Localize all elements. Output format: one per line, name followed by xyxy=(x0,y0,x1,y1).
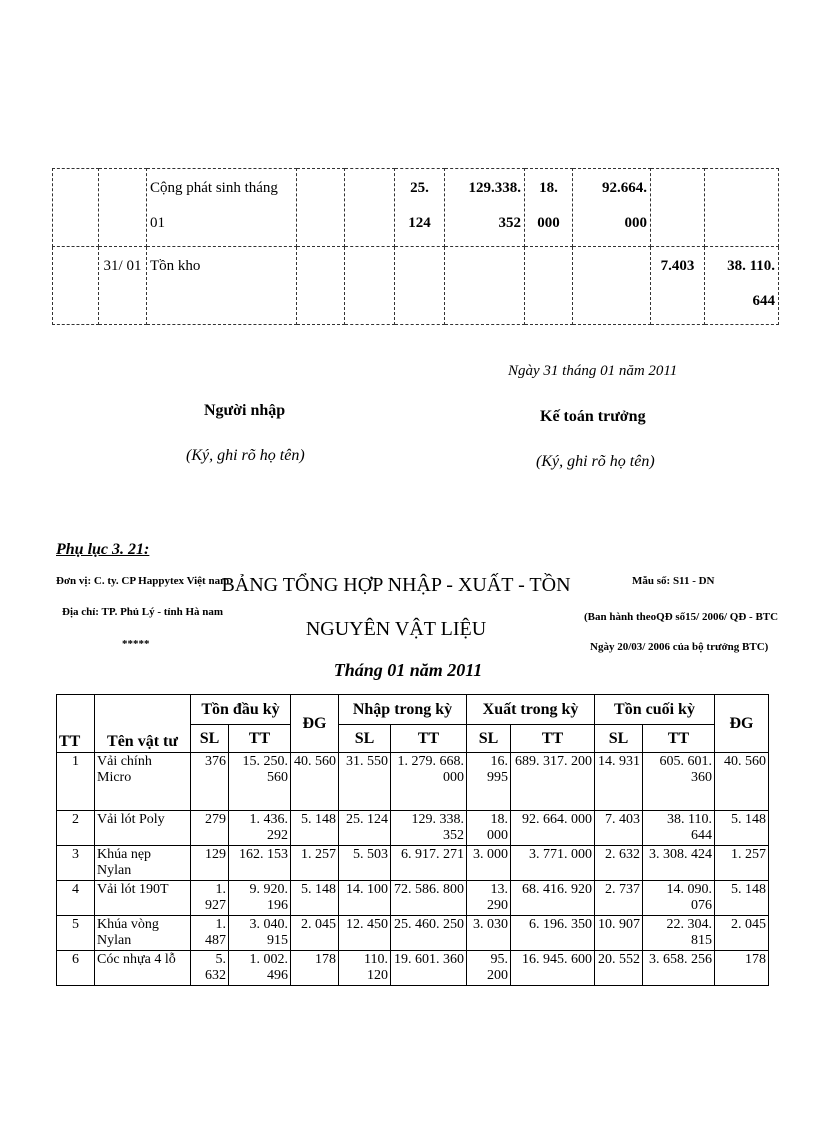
header-qty: SL xyxy=(595,725,643,753)
import-qty: 5. 503 xyxy=(339,846,391,881)
import-qty: 12. 450 xyxy=(339,916,391,951)
closing-amount: 3. 308. 424 xyxy=(643,846,715,881)
ledger-import-qty: 25. 124 xyxy=(395,169,445,247)
report-period: Tháng 01 năm 2011 xyxy=(333,660,483,680)
export-qty: 3. 000 xyxy=(467,846,511,881)
import-amount: 19. 601. 360 xyxy=(391,951,467,986)
header-unit-price: ĐG xyxy=(715,695,769,753)
signature-date: Ngày 31 tháng 01 năm 2011 xyxy=(508,363,678,379)
unit-price: 1. 257 xyxy=(291,846,339,881)
export-qty: 3. 030 xyxy=(467,916,511,951)
stars-separator: ***** xyxy=(122,638,150,650)
export-qty: 95. 200 xyxy=(467,951,511,986)
ledger-date: 31/ 01 xyxy=(99,247,147,325)
header-amount: TT xyxy=(391,725,467,753)
ledger-cell xyxy=(345,169,395,247)
ledger-cell xyxy=(53,247,99,325)
ledger-stock-amount xyxy=(705,169,779,247)
form-regulation-note: (Ban hành theoQĐ số15/ 2006/ QĐ - BTC xyxy=(584,611,779,623)
header-tt: TT xyxy=(57,695,95,753)
unit-price: 178 xyxy=(715,951,769,986)
row-number: 3 xyxy=(57,846,95,881)
form-number: Mẫu số: S11 - DN xyxy=(632,575,715,587)
header-amount: TT xyxy=(229,725,291,753)
opening-qty: 129 xyxy=(191,846,229,881)
form-regulation-date: Ngày 20/03/ 2006 của bộ trưởng BTC) xyxy=(590,641,769,653)
header-qty: SL xyxy=(191,725,229,753)
header-export: Xuất trong kỳ xyxy=(467,695,595,725)
opening-amount: 1. 002. 496 xyxy=(229,951,291,986)
opening-amount: 9. 920. 196 xyxy=(229,881,291,916)
ledger-export-qty: 18. 000 xyxy=(525,169,573,247)
ledger-description: Tồn kho xyxy=(147,247,297,325)
opening-qty: 376 xyxy=(191,753,229,811)
export-qty: 18. 000 xyxy=(467,811,511,846)
opening-qty: 1. 487 xyxy=(191,916,229,951)
import-amount: 129. 338. 352 xyxy=(391,811,467,846)
ledger-cell xyxy=(345,247,395,325)
unit-price: 1. 257 xyxy=(715,846,769,881)
closing-amount: 38. 110. 644 xyxy=(643,811,715,846)
unit-price: 5. 148 xyxy=(715,881,769,916)
unit-price: 40. 560 xyxy=(715,753,769,811)
header-opening-stock: Tồn đầu kỳ xyxy=(191,695,291,725)
unit-price: 178 xyxy=(291,951,339,986)
ledger-row-total xyxy=(53,169,779,247)
export-qty: 13. 290 xyxy=(467,881,511,916)
unit-price: 5. 148 xyxy=(291,881,339,916)
import-amount: 25. 460. 250 xyxy=(391,916,467,951)
table-row xyxy=(57,753,769,811)
unit-price: 5. 148 xyxy=(291,811,339,846)
closing-amount: 14. 090. 076 xyxy=(643,881,715,916)
appendix-label: Phụ lục 3. 21: xyxy=(56,541,150,558)
header-amount: TT xyxy=(511,725,595,753)
chief-accountant-signature-note: (Ký, ghi rõ họ tên) xyxy=(536,453,655,470)
company-address: Địa chỉ: TP. Phủ Lý - tỉnh Hà nam xyxy=(62,606,224,618)
export-amount: 16. 945. 600 xyxy=(511,951,595,986)
import-qty: 110. 120 xyxy=(339,951,391,986)
company-unit: Đơn vị: C. ty. CP Happytex Việt nam xyxy=(56,575,230,587)
closing-qty: 10. 907 xyxy=(595,916,643,951)
closing-qty: 14. 931 xyxy=(595,753,643,811)
ledger-cell xyxy=(53,169,99,247)
import-amount: 1. 279. 668. 000 xyxy=(391,753,467,811)
opening-amount: 15. 250. 560 xyxy=(229,753,291,811)
ledger-export-amount: 92.664. 000 xyxy=(573,169,651,247)
inventory-summary-table xyxy=(56,694,769,986)
ledger-export-amount xyxy=(573,247,651,325)
table-row xyxy=(57,811,769,846)
material-name: Khúa vòng Nylan xyxy=(95,916,191,951)
closing-qty: 20. 552 xyxy=(595,951,643,986)
ledger-stock-qty: 7.403 xyxy=(651,247,705,325)
export-amount: 6. 196. 350 xyxy=(511,916,595,951)
header-qty: SL xyxy=(339,725,391,753)
import-qty: 14. 100 xyxy=(339,881,391,916)
ledger-stock-amount: 38. 110. 644 xyxy=(705,247,779,325)
material-name: Vải lót 190T xyxy=(95,881,191,916)
unit-price: 2. 045 xyxy=(291,916,339,951)
header-qty: SL xyxy=(467,725,511,753)
table-row xyxy=(57,846,769,881)
report-title-line2: NGUYÊN VẬT LIỆU xyxy=(305,618,487,640)
closing-amount: 605. 601. 360 xyxy=(643,753,715,811)
chief-accountant-title: Kế toán trưởng xyxy=(540,408,646,425)
ledger-import-qty xyxy=(395,247,445,325)
ledger-cell xyxy=(297,169,345,247)
opening-amount: 1. 436. 292 xyxy=(229,811,291,846)
material-name: Khúa nẹp Nylan xyxy=(95,846,191,881)
table-row xyxy=(57,916,769,951)
row-number: 1 xyxy=(57,753,95,811)
header-unit-price: ĐG xyxy=(291,695,339,753)
header-amount: TT xyxy=(643,725,715,753)
export-amount: 68. 416. 920 xyxy=(511,881,595,916)
ledger-import-amount: 129.338. 352 xyxy=(445,169,525,247)
import-amount: 72. 586. 800 xyxy=(391,881,467,916)
ledger-description: Cộng phát sinh tháng 01 xyxy=(147,169,297,247)
opening-amount: 162. 153 xyxy=(229,846,291,881)
importer-title: Người nhập xyxy=(204,402,286,419)
row-number: 5 xyxy=(57,916,95,951)
ledger-stock-qty xyxy=(651,169,705,247)
header-closing-stock: Tồn cuối kỳ xyxy=(595,695,715,725)
row-number: 2 xyxy=(57,811,95,846)
opening-qty: 5. 632 xyxy=(191,951,229,986)
ledger-row-stock xyxy=(53,247,779,325)
ledger-cell xyxy=(99,169,147,247)
table-row xyxy=(57,951,769,986)
row-number: 4 xyxy=(57,881,95,916)
import-qty: 31. 550 xyxy=(339,753,391,811)
material-name: Cóc nhựa 4 lỗ xyxy=(95,951,191,986)
export-qty: 16. 995 xyxy=(467,753,511,811)
table-row xyxy=(57,881,769,916)
closing-amount: 22. 304. 815 xyxy=(643,916,715,951)
export-amount: 92. 664. 000 xyxy=(511,811,595,846)
import-amount: 6. 917. 271 xyxy=(391,846,467,881)
export-amount: 689. 317. 200 xyxy=(511,753,595,811)
row-number: 6 xyxy=(57,951,95,986)
opening-qty: 1. 927 xyxy=(191,881,229,916)
header-material-name: Tên vật tư xyxy=(95,695,191,753)
material-name: Vải chính Micro xyxy=(95,753,191,811)
ledger-table xyxy=(52,168,779,325)
table-header-row xyxy=(57,695,769,725)
header-import: Nhập trong kỳ xyxy=(339,695,467,725)
import-qty: 25. 124 xyxy=(339,811,391,846)
unit-price: 5. 148 xyxy=(715,811,769,846)
unit-price: 40. 560 xyxy=(291,753,339,811)
closing-qty: 2. 737 xyxy=(595,881,643,916)
closing-amount: 3. 658. 256 xyxy=(643,951,715,986)
closing-qty: 7. 403 xyxy=(595,811,643,846)
opening-qty: 279 xyxy=(191,811,229,846)
ledger-import-amount xyxy=(445,247,525,325)
closing-qty: 2. 632 xyxy=(595,846,643,881)
ledger-export-qty xyxy=(525,247,573,325)
export-amount: 3. 771. 000 xyxy=(511,846,595,881)
report-title-line1: BẢNG TỔNG HỢP NHẬP - XUẤT - TỒN xyxy=(221,574,571,596)
unit-price: 2. 045 xyxy=(715,916,769,951)
opening-amount: 3. 040. 915 xyxy=(229,916,291,951)
importer-signature-note: (Ký, ghi rõ họ tên) xyxy=(186,447,305,464)
ledger-cell xyxy=(297,247,345,325)
material-name: Vải lót Poly xyxy=(95,811,191,846)
